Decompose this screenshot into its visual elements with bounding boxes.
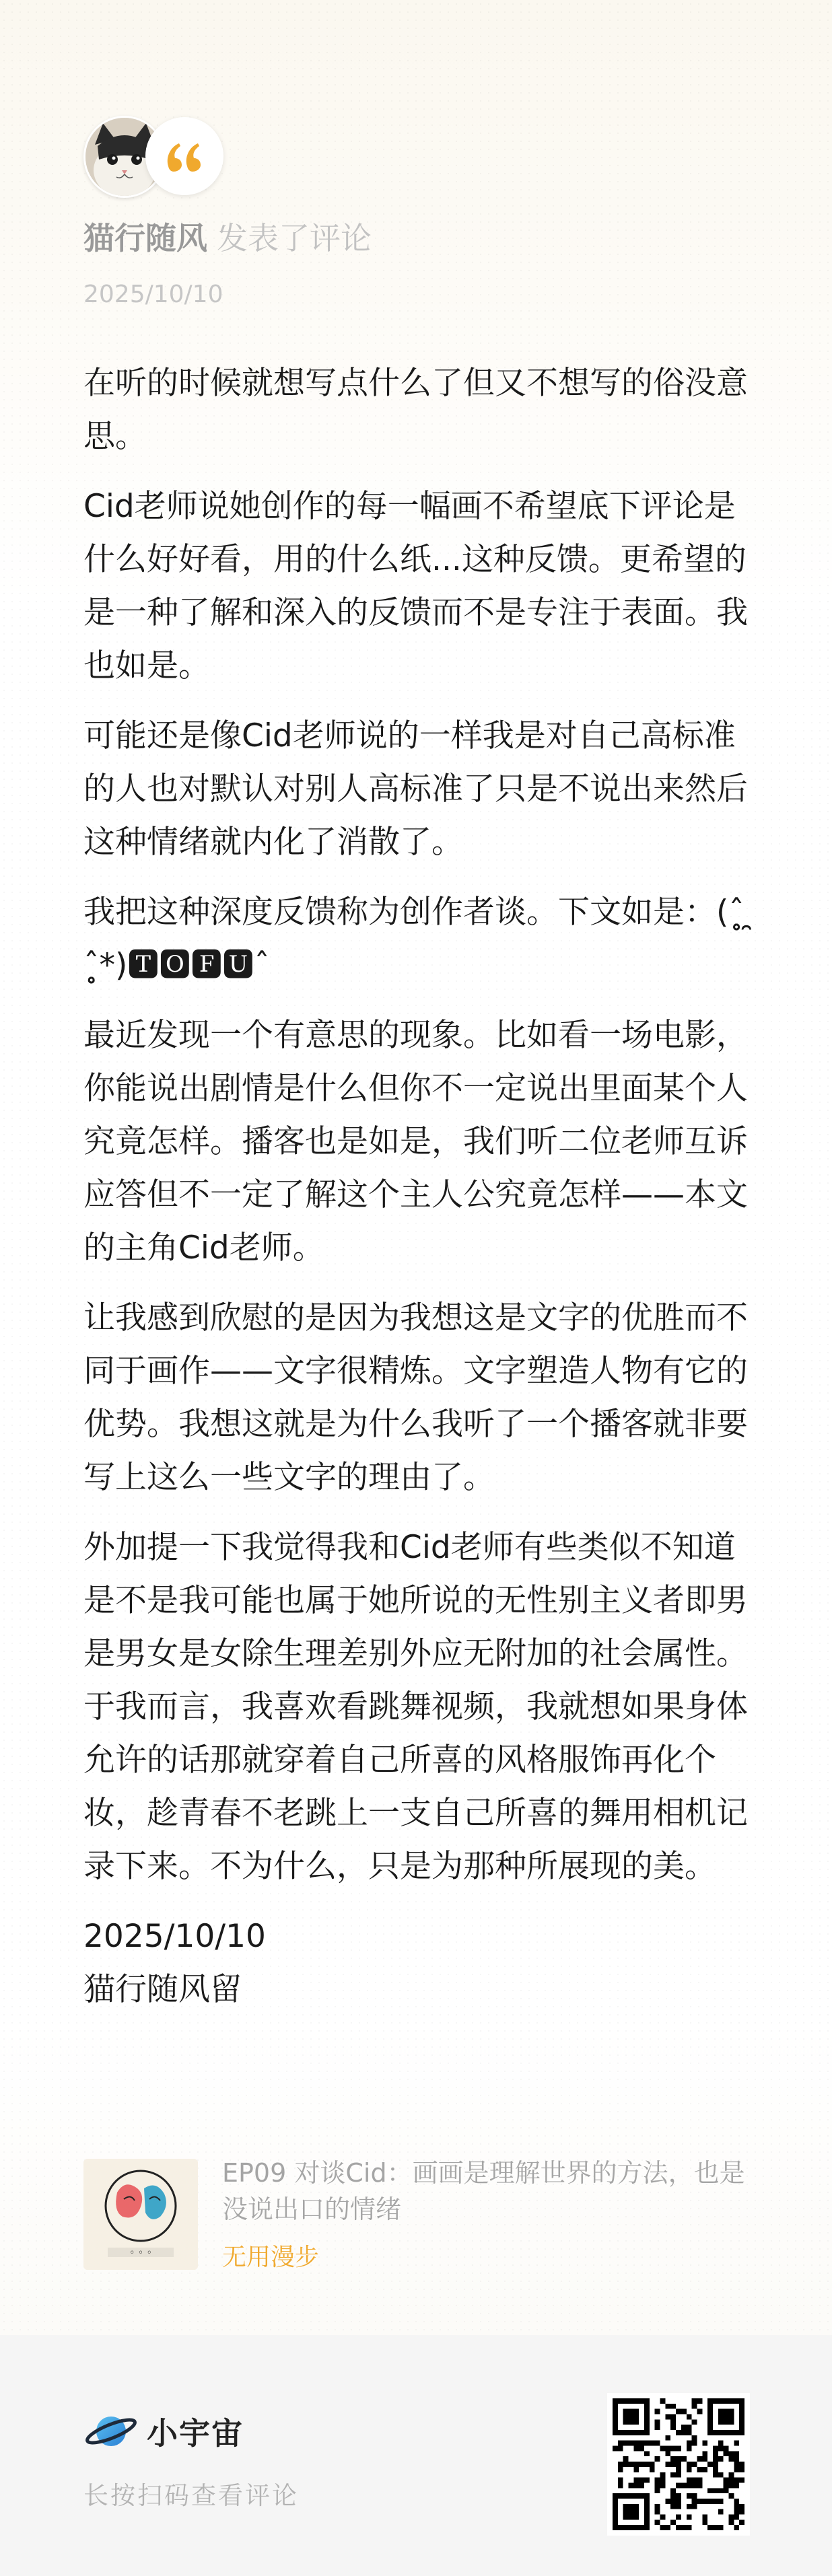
episode-cover[interactable] [83, 2159, 198, 2270]
comment-paragraph: 可能还是像Cid老师说的一样我是对自己高标准的人也对默认对别人高标准了只是不说出来然后这种情绪就内化了消散了。 [83, 717, 748, 861]
author-name[interactable]: 猫行随风 [83, 220, 207, 256]
quote-badge [145, 117, 223, 195]
podcast-cover-icon [83, 2159, 198, 2270]
episode-card[interactable] [83, 2151, 757, 2269]
signature-name: 猫行随风留 [83, 1971, 242, 2008]
signature-date: 2025/10/10 [83, 1918, 266, 1955]
comment-body [83, 357, 757, 2016]
comment-paragraph: 最近发现一个有意思的现象。比如看一场电影，你能说出剧情是什么但你不一定说出里面某个人究竟怎样。播客也是如是，我们听二位老师互诉应答但不一定了解这个主人公究竟怎样——本文的主角Cid老师。 [83, 1017, 748, 1266]
comment-paragraph: 外加提一下我觉得我和Cid老师有些类似不知道是不是我可能也属于她所说的无性别主义者即男是男女是女除生理差别外应无附加的社会属性。于我而言，我喜欢看跳舞视频，我就想如果身体允许的话那就穿着自己所喜的风格服饰再化个妆，趁青春不老跳上一支自己所喜的舞用相机记录下来。不为什么，只是为那种所展现的美。 [83, 1529, 748, 1885]
brand-name: 小宇宙 [147, 2415, 244, 2452]
brand [83, 2409, 244, 2454]
qr-code[interactable] [607, 2393, 750, 2536]
comment-paragraph: 在听的时候就想写点什么了但又不想写的俗没意思。 [83, 365, 748, 455]
author-avatar-group [83, 116, 232, 203]
share-footer [0, 2335, 832, 2576]
scan-hint: 长按扫码查看评论 [83, 2481, 299, 2510]
quote-icon [164, 139, 205, 173]
author-action: 发表了评论 [217, 220, 372, 256]
episode-title[interactable]: EP09 对谈Cid：画画是理解世界的方法，也是没说出口的情绪 [222, 2158, 745, 2224]
comment-paragraph: 让我感到欣慰的是因为我想这是文字的优胜而不同于画作——文字很精炼。文字塑造人物有它的优势。我想这就是为什么我听了一个播客就非要写上这么一些文字的理由了。 [83, 1299, 748, 1496]
post-date: 2025/10/10 [83, 281, 223, 308]
planet-logo-icon [83, 2410, 139, 2452]
comment-paragraph: Cid老师说她创作的每一幅画不希望底下评论是什么好好看，用的什么纸...这种反馈。更希望的是一种了解和深入的反馈而不是专注于表面。我也如是。 [83, 488, 748, 684]
comment-paragraph: 我把这种深度反馈称为创作者谈。下文如是：(ˆ̥̥̥̥ ̯ ˆ̥̥̥̥*)🆃🅾🅵🆄ˆ [83, 894, 755, 984]
podcast-name[interactable]: 无用漫步 [222, 2244, 320, 2271]
author-line [83, 218, 372, 258]
svg-text:◦ ◦ ◦: ◦ ◦ ◦ [129, 2248, 152, 2258]
qr-code-icon [613, 2398, 744, 2530]
